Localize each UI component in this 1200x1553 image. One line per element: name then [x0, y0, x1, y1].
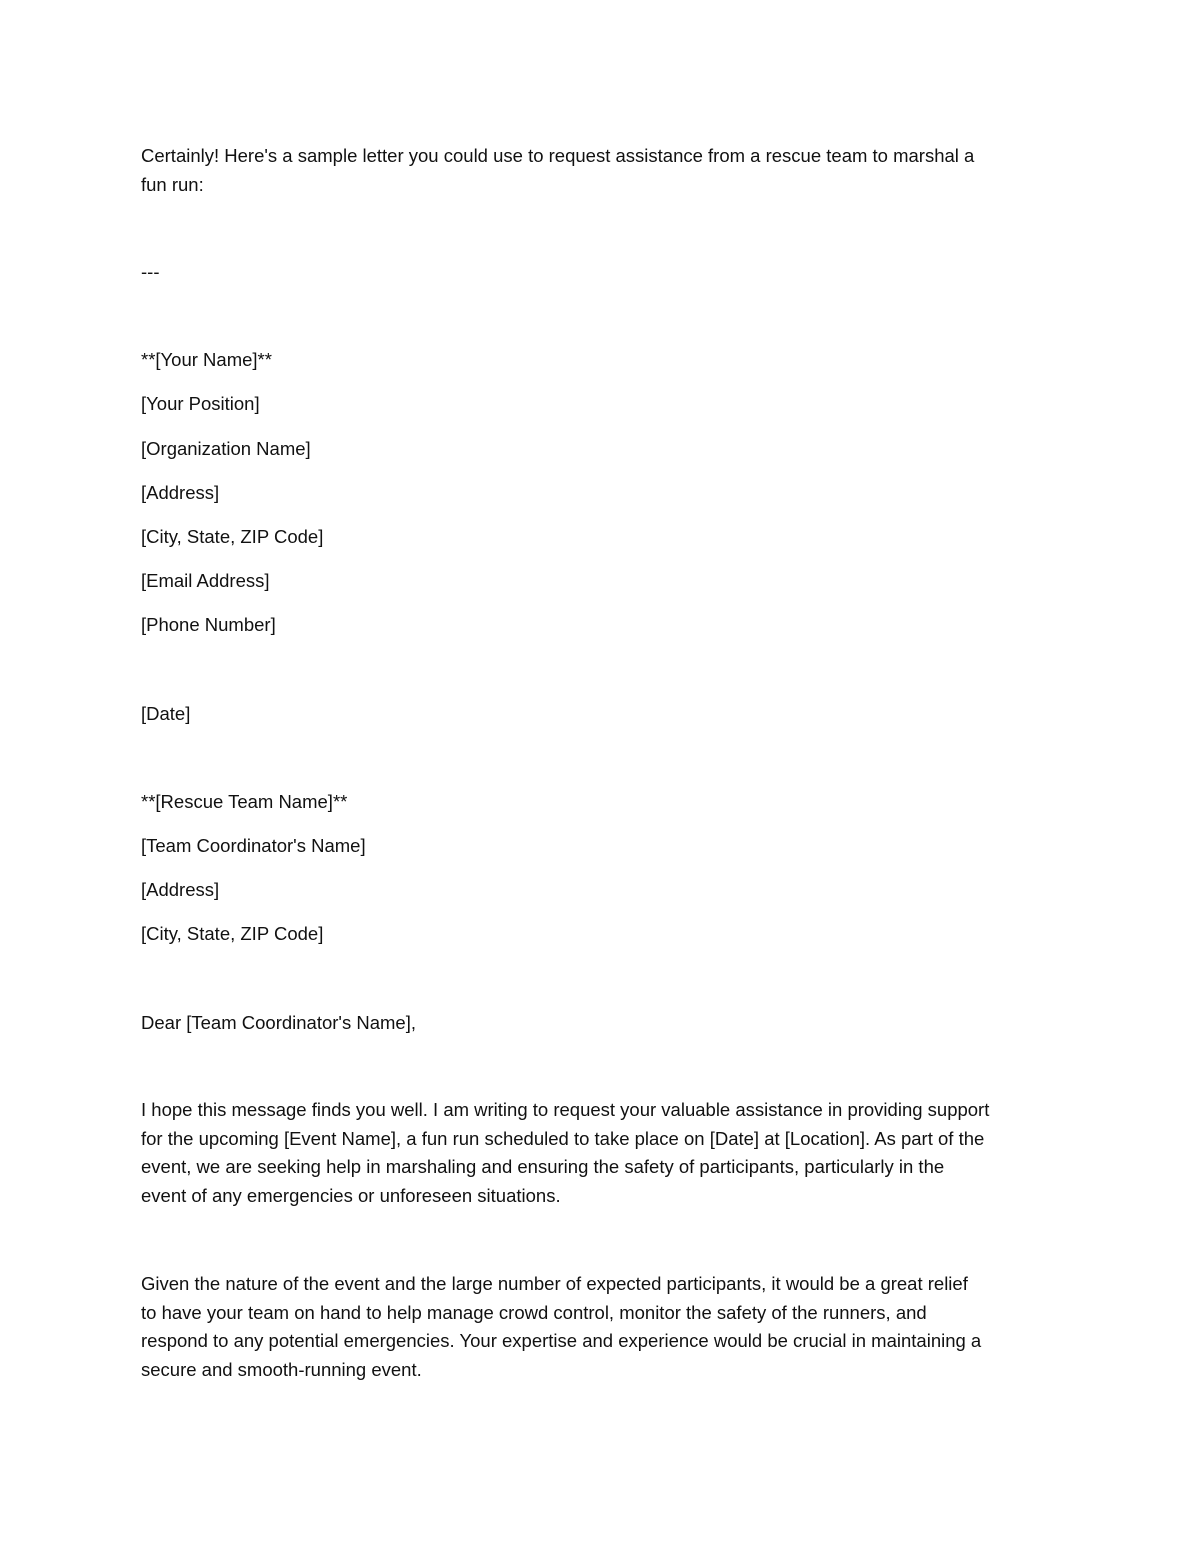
- intro-line: Certainly! Here's a sample letter you could use to request assistance from a rescue team to marshal a: [141, 145, 975, 166]
- salutation: Dear [Team Coordinator's Name],: [141, 1012, 416, 1033]
- recipient-city-state-zip: [City, State, ZIP Code]: [141, 923, 324, 944]
- recipient-team-name: **[Rescue Team Name]**: [141, 791, 348, 812]
- paragraph-line: to have your team on hand to help manage crowd control, monitor the safety of the runners, and: [141, 1301, 927, 1323]
- paragraph-line: event of any emergencies or unforeseen situations.: [141, 1184, 561, 1206]
- body-paragraph-1: [141, 1096, 1056, 1210]
- sender-organization: [Organization Name]: [141, 438, 311, 459]
- sender-city-state-zip: [City, State, ZIP Code]: [141, 526, 324, 547]
- intro-paragraph: [141, 142, 1056, 199]
- recipient-coordinator: [Team Coordinator's Name]: [141, 835, 366, 856]
- sender-phone: [Phone Number]: [141, 614, 276, 635]
- paragraph-line: I hope this message finds you well. I am writing to request your valuable assistance in providing support: [141, 1099, 990, 1120]
- sender-address: [Address]: [141, 482, 220, 503]
- sender-name: **[Your Name]**: [141, 349, 272, 370]
- paragraph-line: event, we are seeking help in marshaling and ensuring the safety of participants, particularly in the: [141, 1156, 945, 1178]
- paragraph-line: for the upcoming [Event Name], a fun run scheduled to take place on [Date] at [Location]. As part of the: [141, 1127, 985, 1149]
- sender-email: [Email Address]: [141, 570, 270, 591]
- separator: ---: [141, 261, 160, 282]
- paragraph-line: Given the nature of the event and the large number of expected participants, it would be a great relief: [141, 1273, 968, 1294]
- recipient-address: [Address]: [141, 879, 220, 900]
- sender-position: [Your Position]: [141, 393, 260, 414]
- letter-date: [Date]: [141, 703, 191, 724]
- intro-line: fun run:: [141, 173, 204, 195]
- body-paragraph-2: [141, 1270, 1056, 1384]
- paragraph-line: respond to any potential emergencies. Your expertise and experience would be crucial in maintaining a: [141, 1330, 982, 1352]
- paragraph-line: secure and smooth-running event.: [141, 1358, 422, 1380]
